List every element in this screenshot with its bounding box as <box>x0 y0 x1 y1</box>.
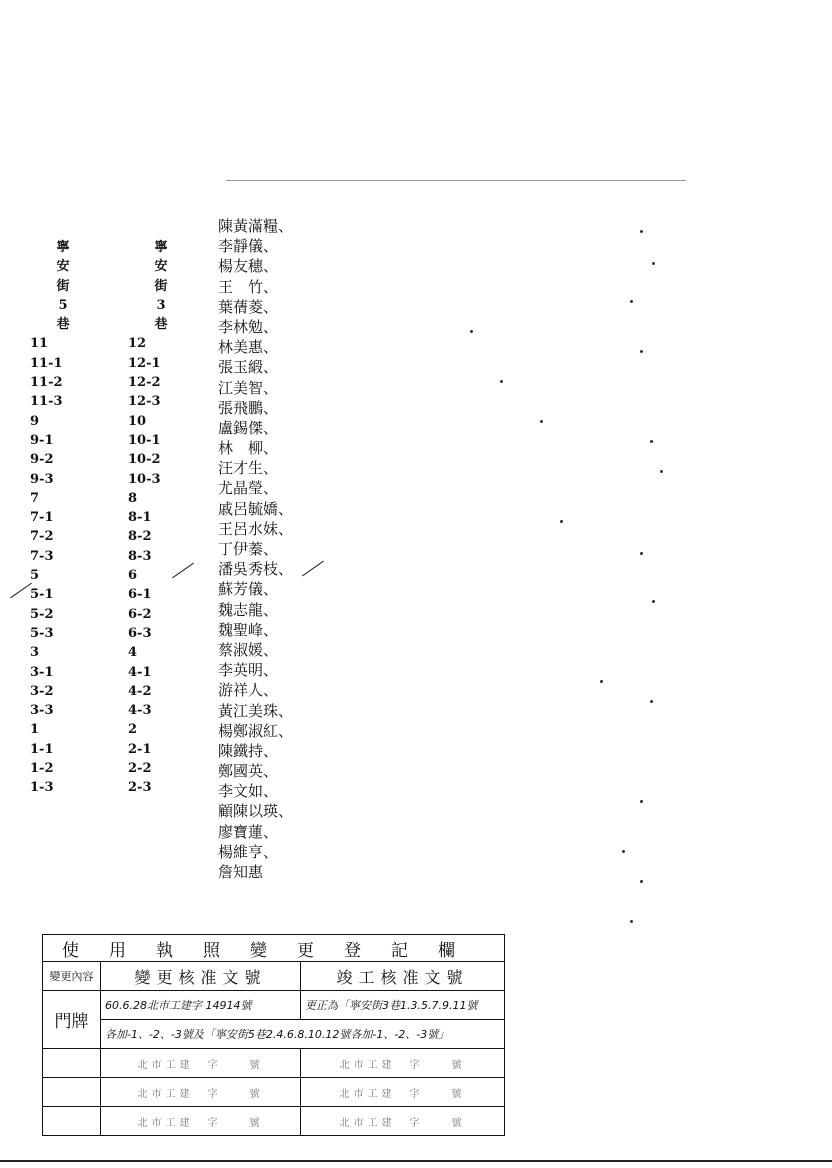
house-number: 1 <box>30 722 40 738</box>
license-change-ledger <box>42 934 504 1136</box>
top-scan-rule <box>226 180 686 181</box>
owner-name: 潘吳秀枝、 <box>218 560 294 579</box>
house-number: 3-3 <box>30 703 54 719</box>
house-number: 6-2 <box>128 606 152 622</box>
form-completion-placeholder: 北市工建 字 號 <box>301 1049 505 1078</box>
blank-cell <box>43 1049 101 1078</box>
owner-name: 戚呂毓嬌、 <box>218 499 294 518</box>
owner-name: 王 竹、 <box>218 277 279 296</box>
address-header-char: 5 <box>58 297 68 313</box>
owner-name: 丁伊蓁、 <box>218 540 279 558</box>
owner-name: 顧陳以瑛、 <box>218 802 294 821</box>
house-number: 3-1 <box>30 664 54 680</box>
approval-number-cell: 60.6.28北市工建字 14914號 <box>101 991 301 1020</box>
form-completion-placeholder: 北市工建 字 號 <box>301 1107 505 1136</box>
owner-name: 蔡淑媛、 <box>218 640 279 659</box>
address-column-lane-3 <box>128 238 172 798</box>
house-number: 5-2 <box>30 606 54 622</box>
owner-name: 張飛鵬、 <box>218 398 279 417</box>
completion-note-cell: 更正為「寧安街3巷1.3.5.7.9.11號 <box>301 991 505 1020</box>
house-number: 9-1 <box>30 432 54 448</box>
house-number: 11 <box>30 336 49 352</box>
house-number: 8 <box>128 490 138 506</box>
house-number: 3-2 <box>30 683 54 699</box>
house-number: 4-3 <box>128 703 152 719</box>
owner-name: 李林勉、 <box>218 317 279 336</box>
house-number: 8-3 <box>128 548 152 564</box>
owner-name: 楊友穗、 <box>218 257 279 276</box>
owner-name: 李文如、 <box>218 782 279 801</box>
header-change-approval: 變更核准文號 <box>101 962 301 991</box>
owner-name: 尤晶瑩、 <box>218 479 279 498</box>
house-number: 12 <box>128 336 147 352</box>
house-number: 8-2 <box>128 529 152 545</box>
ledger-title: 使用執照變更登記欄 <box>43 935 505 962</box>
house-number: 2-3 <box>128 780 152 796</box>
house-number: 2-2 <box>128 761 152 777</box>
form-approval-placeholder: 北市工建 字 號 <box>101 1107 301 1136</box>
address-header-char: 安 <box>56 259 70 275</box>
house-number: 1-3 <box>30 780 54 796</box>
owner-name-list <box>218 216 293 882</box>
form-approval-placeholder: 北市工建 字 號 <box>101 1078 301 1107</box>
house-number: 7-2 <box>30 529 54 545</box>
owner-name: 汪才生、 <box>218 459 279 478</box>
house-number: 1-1 <box>30 741 54 757</box>
address-header-char: 寧 <box>56 240 70 255</box>
pen-mark <box>10 583 32 599</box>
house-number: 7-3 <box>30 548 54 564</box>
house-number: 4-2 <box>128 683 152 699</box>
header-completion-approval: 竣工核准文號 <box>301 962 505 991</box>
house-number: 11-3 <box>30 394 63 410</box>
house-number: 5 <box>30 568 40 584</box>
house-number: 4-1 <box>128 664 152 680</box>
house-number: 12-1 <box>128 355 161 371</box>
house-number: 7-1 <box>30 510 54 526</box>
house-number: 11-2 <box>30 375 63 391</box>
house-number: 12-3 <box>128 394 161 410</box>
owner-name: 盧錫傑、 <box>218 418 279 437</box>
owner-name: 林 柳、 <box>218 439 279 458</box>
house-number: 10-2 <box>128 452 161 468</box>
house-number: 11-1 <box>30 355 63 371</box>
house-number: 10-3 <box>128 471 161 487</box>
address-header-char: 街 <box>56 278 70 294</box>
address-header-char: 巷 <box>56 317 70 333</box>
owner-name: 王呂水妹、 <box>218 519 294 538</box>
owner-name: 廖寶蓮、 <box>218 822 279 841</box>
owner-name: 楊維亨、 <box>218 842 279 861</box>
house-number: 9 <box>30 413 40 429</box>
house-number: 9-3 <box>30 471 54 487</box>
house-number: 2-1 <box>128 741 152 757</box>
house-number: 6 <box>128 568 138 584</box>
house-number: 12-2 <box>128 375 161 391</box>
form-completion-placeholder: 北市工建 字 號 <box>301 1078 505 1107</box>
owner-name: 李英明、 <box>218 661 279 680</box>
address-header-char: 3 <box>156 297 166 313</box>
address-header-char: 巷 <box>154 317 168 333</box>
house-number: 5-1 <box>30 587 54 603</box>
house-number: 6-3 <box>128 625 152 641</box>
house-number: 9-2 <box>30 452 54 468</box>
address-column-lane-5 <box>30 238 74 798</box>
owner-name: 魏志龍、 <box>218 600 279 619</box>
blank-cell <box>43 1107 101 1136</box>
house-number: 6-1 <box>128 587 152 603</box>
house-number: 10 <box>128 413 147 429</box>
owner-name: 李靜儀、 <box>218 237 279 256</box>
form-approval-placeholder: 北市工建 字 號 <box>101 1049 301 1078</box>
house-number: 1-2 <box>30 761 54 777</box>
owner-name: 林美惠、 <box>218 338 279 357</box>
address-header-char: 安 <box>154 259 168 275</box>
bottom-scan-rule <box>0 1160 832 1162</box>
pen-mark <box>302 561 324 577</box>
owner-name: 葉蒨菱、 <box>218 297 279 316</box>
owner-name: 魏聖峰、 <box>218 620 279 639</box>
address-header-char: 寧 <box>154 240 168 255</box>
house-number: 7 <box>30 490 40 506</box>
owner-name: 詹知惠 <box>218 863 264 881</box>
header-change-content: 變更內容 <box>43 962 101 991</box>
address-header-char: 街 <box>154 278 168 294</box>
house-number: 8-1 <box>128 510 152 526</box>
owner-name: 張玉緞、 <box>218 358 279 377</box>
owner-name: 蘇芳儀、 <box>218 580 279 599</box>
blank-cell <box>43 1078 101 1107</box>
owner-name: 楊鄭淑紅、 <box>218 721 294 740</box>
house-number: 10-1 <box>128 432 161 448</box>
change-content-cell: 門牌 <box>43 991 101 1049</box>
owner-name: 游祥人、 <box>218 681 279 700</box>
house-number: 3 <box>30 645 40 661</box>
owner-name: 鄭國英、 <box>218 762 279 781</box>
address-correction-note: 各加-1、-2、-3號及「寧安街5巷2.4.6.8.10.12號各加-1、-2、-3號」 <box>101 1020 505 1049</box>
owner-name: 陳鐵持、 <box>218 741 279 760</box>
pen-mark <box>172 563 194 579</box>
owner-name: 江美智、 <box>218 378 279 397</box>
house-number: 4 <box>128 645 138 661</box>
house-number: 2 <box>128 722 138 738</box>
house-number: 5-3 <box>30 625 54 641</box>
owner-name: 陳黃滿糧、 <box>218 217 294 235</box>
owner-name: 黃江美珠、 <box>218 701 294 720</box>
